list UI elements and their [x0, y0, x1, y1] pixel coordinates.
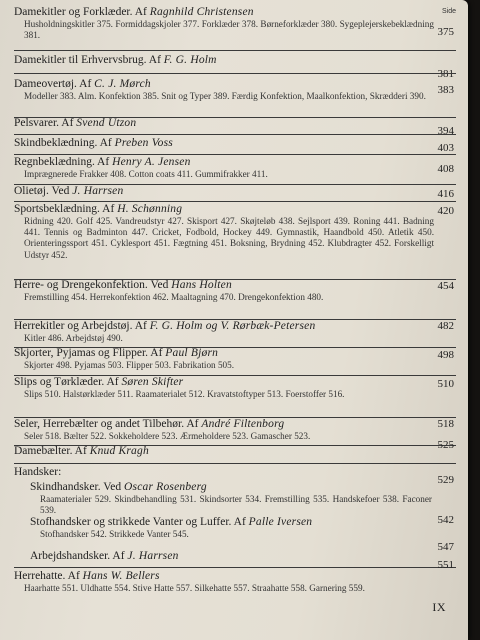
toc-entry-title: [30, 550, 430, 563]
entry-page-number: 416: [437, 188, 454, 200]
entry-author: Oscar Rosenberg: [124, 481, 207, 493]
toc-entry-title: [14, 376, 434, 389]
entry-subsections: Skjorter 498. Pyjamas 503. Flipper 503. Fabrikation 505.: [24, 360, 235, 370]
toc-entry-title: [14, 117, 434, 130]
toc-entry-title: [14, 279, 434, 292]
toc-entry-title: [14, 203, 434, 216]
entry-author: André Filtenborg: [201, 418, 285, 430]
group-title-handsker: Handsker:: [14, 466, 62, 478]
side-column-label: Side: [441, 8, 456, 15]
entry-author: F. G. Holm og V. Rørbæk-Petersen: [149, 320, 316, 332]
entry-page-number: 525: [437, 439, 454, 451]
entry-title-text: Damekitler og Forklæder. Af: [14, 6, 150, 18]
entry-author: Preben Voss: [114, 137, 173, 149]
entry-title-text: Damekitler til Erhvervsbrug. Af: [14, 54, 164, 66]
entry-title-text: Regnbeklædning. Af: [14, 156, 113, 168]
entry-page-number: 383: [437, 84, 454, 96]
toc-entry-title: [14, 54, 434, 67]
entry-title-text: Olietøj. Ved: [14, 185, 73, 197]
entry-title-text: Sportsbeklædning. Af: [14, 203, 118, 215]
entry-page-number: 375: [437, 26, 454, 38]
entry-page-number: 403: [437, 142, 454, 154]
entry-title-text: Skindbeklædning. Af: [14, 137, 115, 149]
entry-title-text: Stofhandsker og strikkede Vanter og Luffer. Af: [30, 516, 249, 528]
separator-rule: [14, 201, 456, 202]
entry-page-number: 498: [437, 349, 454, 361]
toc-entry-title: [30, 516, 430, 529]
entry-subsections: Haarhatte 551. Uldhatte 554. Stive Hatte 557. Silkehatte 557. Straahatte 558. Garnering 559.: [24, 583, 365, 593]
entry-page-number: 381: [437, 68, 454, 80]
entry-title-text: Dameovertøj. Af: [14, 78, 95, 90]
separator-rule: [14, 134, 456, 135]
entry-author: Henry A. Jensen: [112, 156, 191, 168]
entry-page-number: 408: [437, 163, 454, 175]
entry-title-text: Pelsvarer. Af: [14, 117, 77, 129]
entry-title-text: Herrehatte. Af: [14, 570, 83, 582]
separator-rule: [14, 463, 456, 464]
toc-entry-title: [14, 78, 434, 91]
toc-entry-title: [14, 137, 434, 150]
entry-page-number: 454: [437, 280, 454, 292]
entry-subsections: Imprægnerede Frakker 408. Cotton coats 411. Gummifrakker 411.: [24, 169, 268, 179]
entry-author: Knud Kragh: [89, 445, 149, 457]
entry-page-number: 529: [437, 474, 454, 486]
entry-author: J. Harrsen: [72, 185, 124, 197]
entry-subsections: Slips 510. Halstørklæder 511. Raamaterialet 512. Kravatstoftyper 513. Foerstoffer 516.: [24, 389, 345, 399]
entry-author: Svend Utzon: [76, 117, 137, 129]
entry-author: J. Harrsen: [127, 550, 179, 562]
toc-entry-title: [14, 156, 434, 169]
entry-author: Palle Iversen: [248, 516, 313, 528]
entry-author: Søren Skifter: [121, 376, 184, 388]
entry-subsections: Modeller 383. Alm. Konfektion 385. Snit og Typer 389. Færdig Konfektion, Maalkonfektion, Skrædderi 390.: [24, 91, 426, 101]
entry-title-text: Herrekitler og Arbejdstøj. Af: [14, 320, 150, 332]
entry-page-number: 510: [437, 378, 454, 390]
separator-rule: [14, 154, 456, 155]
entry-subsections: Kitler 486. Arbejdstøj 490.: [24, 333, 123, 343]
entry-subsections: Stofhandsker 542. Strikkede Vanter 545.: [40, 529, 189, 539]
entry-title-text: Arbejdshandsker. Af: [30, 550, 128, 562]
entry-author: Hans Holten: [171, 279, 232, 291]
entry-subsections: Ridning 420. Golf 425. Vandreudstyr 427. Skisport 427. Skøjteløb 438. Sejlsport 439. Roning 441. Badning 441. Tennis og Badminton 447. Cricket, Fodbold, Hockey 449. Gymnastik, Haandbold 450. Atletik 450. Orienteringssport 451. Cyklesport 451. Fægtning 451. Boksning, Brydning 452. Klubdragter 452. Forskelligt Udstyr 452.: [24, 216, 434, 260]
entry-page-number: 551: [437, 559, 454, 571]
toc-entry-title: [14, 445, 434, 458]
entry-author: Paul Bjørn: [165, 347, 219, 359]
entry-author: F. G. Holm: [163, 54, 217, 66]
entry-title-text: Skindhandsker. Ved: [30, 481, 125, 493]
separator-rule: [14, 567, 456, 568]
entry-author: C. J. Mørch: [94, 78, 151, 90]
toc-entry-title: [14, 570, 434, 583]
toc-entry-title: [14, 185, 434, 198]
entry-title-text: Damebælter. Af: [14, 445, 90, 457]
entry-page-number: 482: [437, 320, 454, 332]
entry-title-text: Slips og Tørklæder. Af: [14, 376, 122, 388]
page-folio: IX: [432, 600, 446, 614]
toc-entry-title: [14, 6, 434, 19]
entry-subsections: Fremstilling 454. Herrekonfektion 462. Maaltagning 470. Drengekonfektion 480.: [24, 292, 324, 302]
entry-page-number: 518: [437, 418, 454, 430]
separator-rule: [14, 50, 456, 51]
entry-page-number: 420: [437, 205, 454, 217]
entry-page-number: 547: [437, 541, 454, 553]
toc-entry-title: [14, 320, 434, 333]
entry-title-text: Herre- og Drengekonfektion. Ved: [14, 279, 172, 291]
entry-subsections: Seler 518. Bælter 522. Sokkeholdere 523. Ærmeholdere 523. Gamascher 523.: [24, 431, 311, 441]
entry-title-text: Seler, Herrebælter og andet Tilbehør. Af: [14, 418, 202, 430]
entry-subsections: Raamaterialer 529. Skindbehandling 531. Skindsorter 534. Fremstilling 535. Handskefoer 538. Faconer 539.: [40, 494, 432, 516]
entry-subsections: Husholdningskitler 375. Formiddagskjoler 377. Forklæder 378. Børneforklæder 380. Sygeplejerskebeklædning 381.: [24, 19, 434, 41]
toc-entry-title: [14, 347, 434, 360]
entry-author: Hans W. Bellers: [82, 570, 160, 582]
entry-page-number: 394: [437, 125, 454, 137]
entry-author: Ragnhild Christensen: [149, 6, 254, 18]
entry-title-text: Skjorter, Pyjamas og Flipper. Af: [14, 347, 166, 359]
entry-page-number: 542: [437, 514, 454, 526]
entry-author: H. Schønning: [117, 203, 183, 215]
toc-entry-title: [30, 481, 430, 494]
toc-entry-title: [14, 418, 434, 431]
separator-rule: [14, 73, 456, 74]
